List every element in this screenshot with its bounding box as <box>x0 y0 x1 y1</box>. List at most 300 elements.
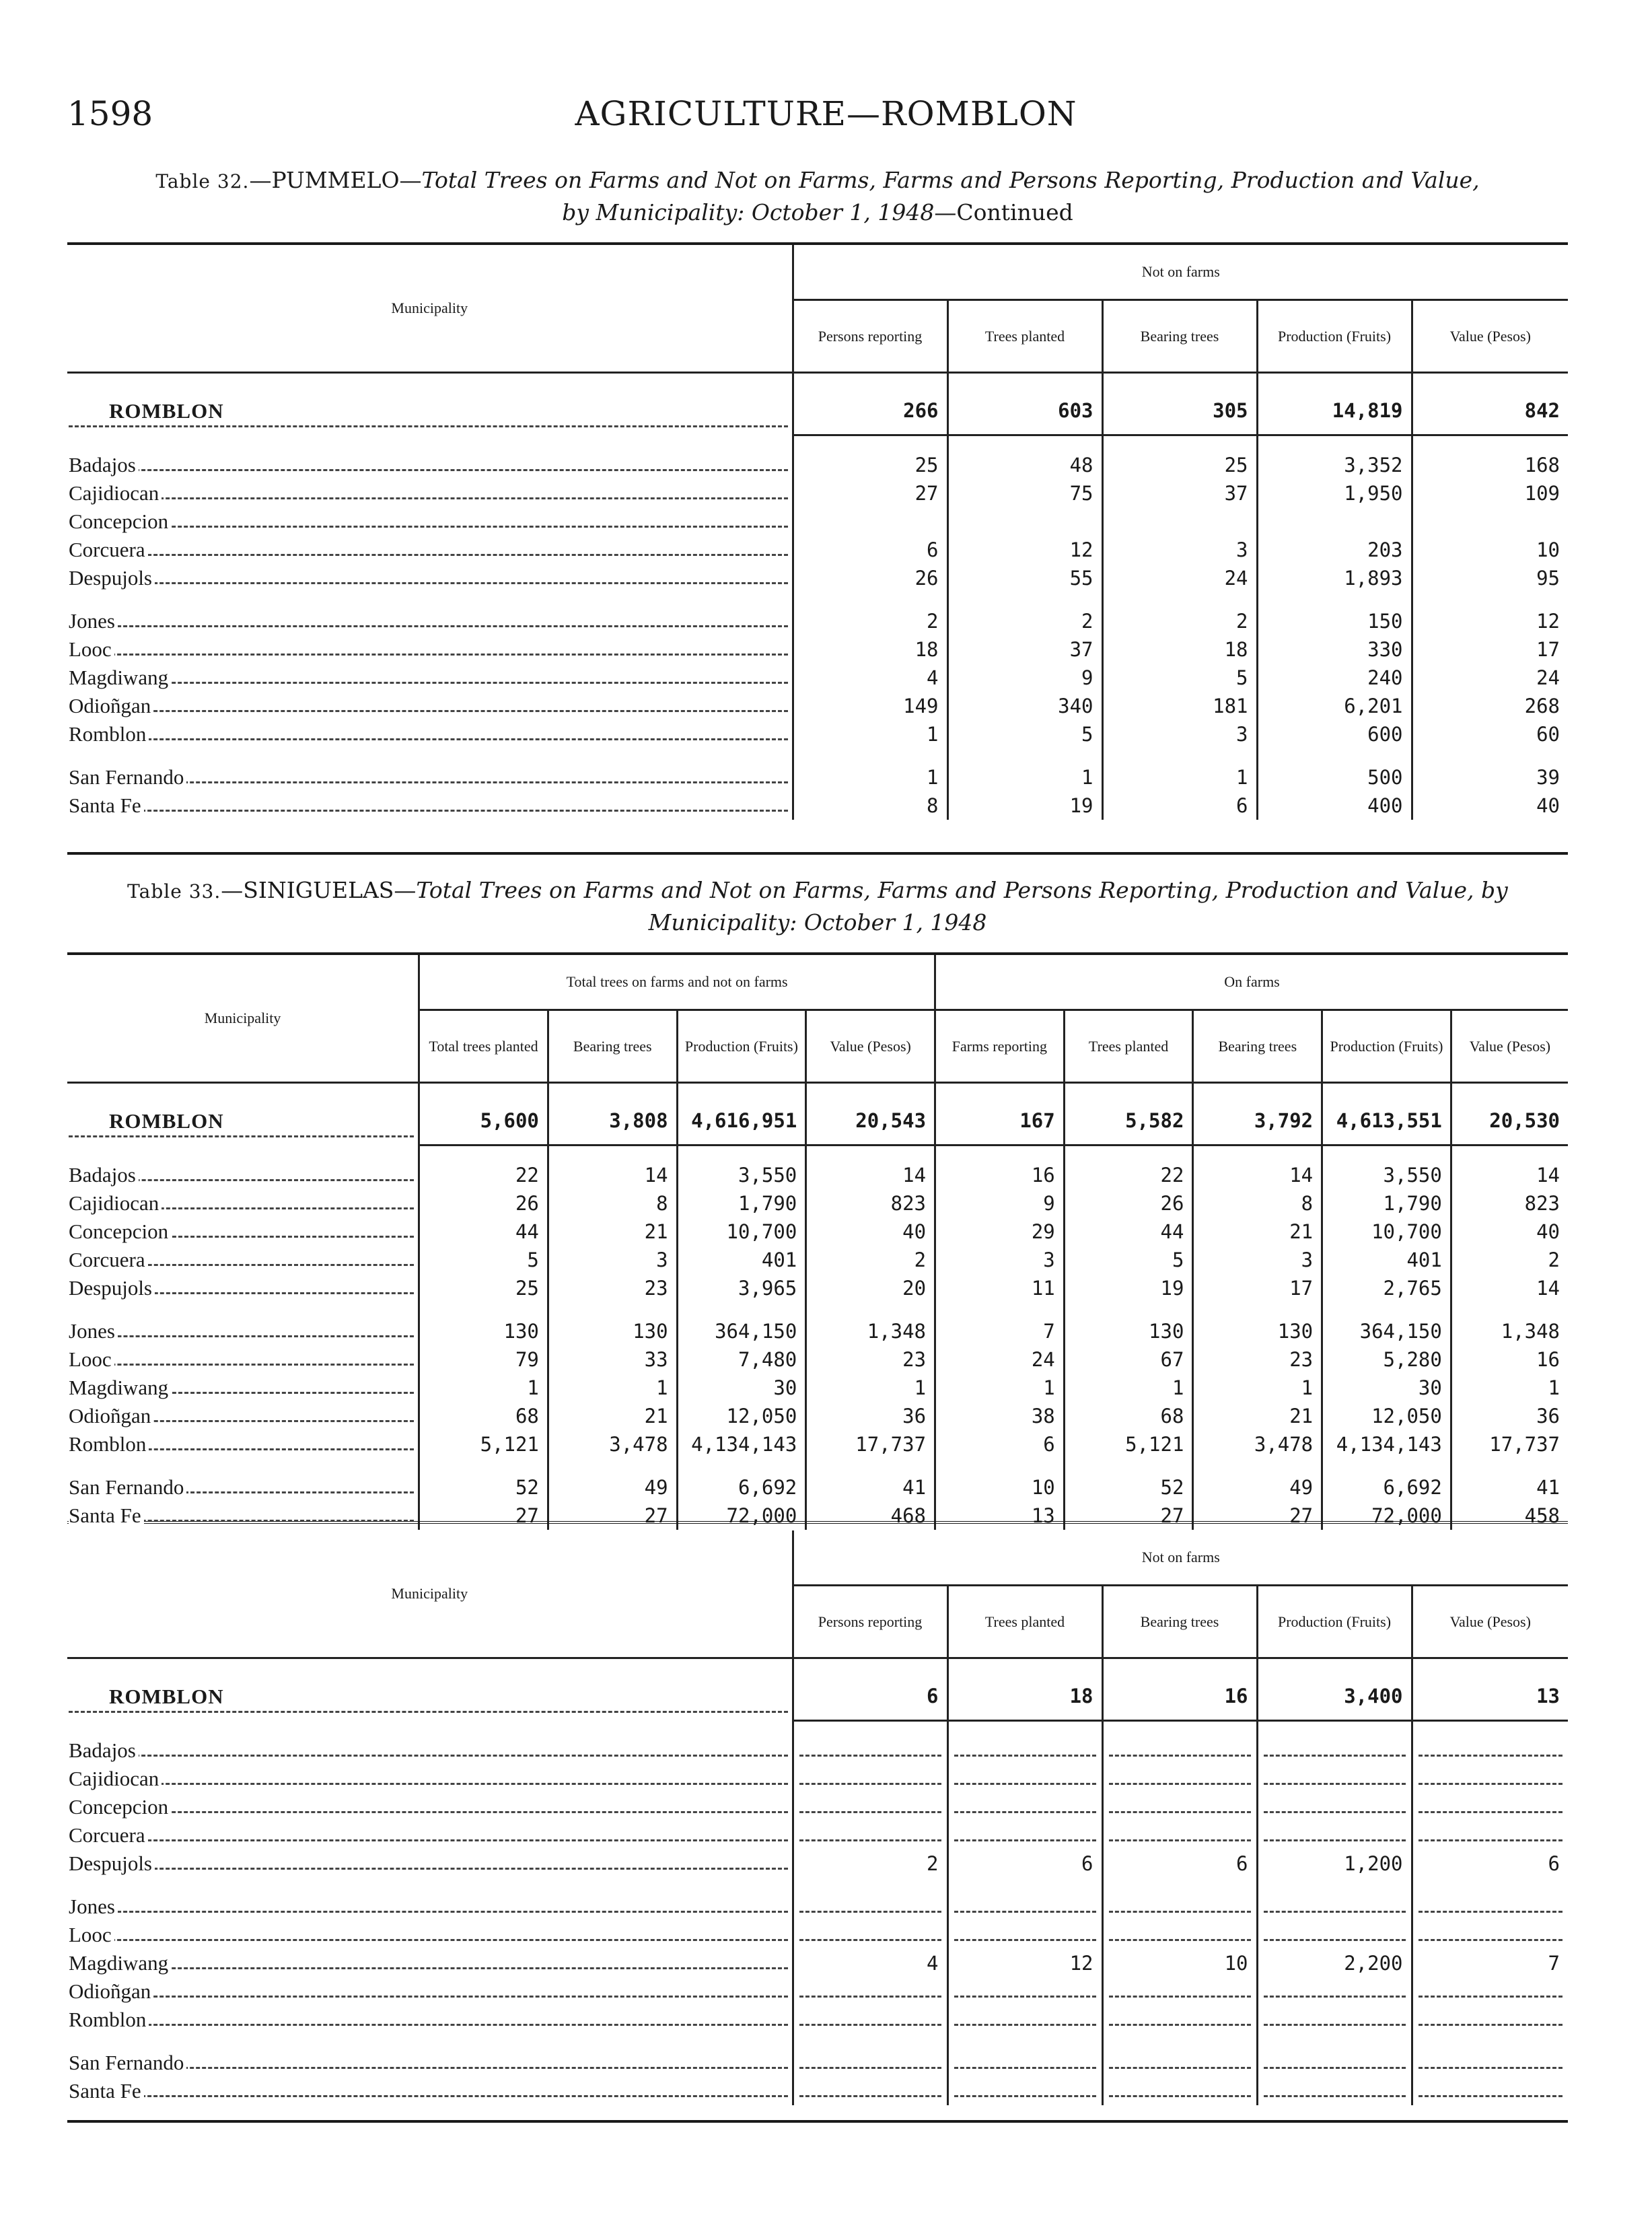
value-cell: 5,582 <box>1064 1097 1193 1145</box>
municipality-name: Romblon <box>69 722 149 746</box>
value-cell: 5,600 <box>419 1097 548 1145</box>
empty-value-cell <box>1412 2077 1568 2105</box>
value-cell: 4 <box>793 1949 947 1977</box>
value-cell: 21 <box>1193 1402 1322 1430</box>
empty-value-cell <box>947 1793 1102 1821</box>
value-cell: 130 <box>1064 1317 1193 1345</box>
value-cell: 67 <box>1064 1345 1193 1374</box>
value-cell: 468 <box>806 1502 935 1530</box>
table33n-row-san-fernando <box>67 2049 1568 2077</box>
table32-col-header-bearing-trees: Bearing trees <box>1102 300 1257 373</box>
value-cell <box>793 373 947 388</box>
table32-bottom-rule <box>67 852 1568 855</box>
value-cell <box>793 2034 947 2049</box>
table33n-spacer-row <box>67 1658 1568 1673</box>
value-cell: 9 <box>947 664 1102 692</box>
value-cell: 268 <box>1412 692 1568 720</box>
value-cell <box>793 507 947 536</box>
table32-total-row <box>67 387 1568 435</box>
value-cell: 18 <box>793 635 947 664</box>
table33-divider-rule <box>67 1521 1568 1528</box>
value-cell: 20 <box>806 1274 935 1302</box>
value-cell: 3,550 <box>677 1161 806 1189</box>
value-cell <box>1064 1458 1193 1473</box>
value-cell: 149 <box>793 692 947 720</box>
value-cell <box>1412 748 1568 763</box>
value-cell: 27 <box>793 479 947 507</box>
value-cell <box>677 1083 806 1098</box>
value-cell <box>947 2034 1102 2049</box>
table33n-row-jones-label-cell <box>67 1893 793 1921</box>
value-cell: 1,893 <box>1257 564 1412 592</box>
value-cell: 2,200 <box>1257 1949 1412 1977</box>
empty-value-cell <box>947 2006 1102 2034</box>
value-cell: 6,692 <box>677 1473 806 1502</box>
table32 <box>67 245 1568 820</box>
value-cell <box>1064 1083 1193 1098</box>
table33n-row-santa-fe <box>67 2077 1568 2105</box>
value-cell: 4,613,551 <box>1322 1097 1451 1145</box>
value-cell <box>947 1658 1102 1673</box>
empty-value-cell <box>1257 2049 1412 2077</box>
table33n-row-magdiwang <box>67 1949 1568 1977</box>
value-cell <box>793 592 947 607</box>
municipality-name: Badajos <box>69 1163 139 1187</box>
empty-value-cell <box>947 2049 1102 2077</box>
table33n-spacer-row <box>67 1878 1568 1893</box>
empty-value-cell <box>947 1977 1102 2006</box>
value-cell <box>1412 507 1568 536</box>
table33n-row-looc <box>67 1921 1568 1949</box>
value-cell: 1 <box>947 763 1102 791</box>
table33n-spacer-row-label-cell <box>67 1658 793 1673</box>
table32-row-concepcion-label-cell <box>67 507 793 536</box>
value-cell: 7,480 <box>677 1345 806 1374</box>
value-cell: 3 <box>1102 536 1257 564</box>
empty-value-cell <box>1102 2077 1257 2105</box>
value-cell: 38 <box>935 1402 1065 1430</box>
empty-value-cell <box>1102 1893 1257 1921</box>
value-cell: 12,050 <box>1322 1402 1451 1430</box>
value-cell: 25 <box>793 451 947 479</box>
municipality-name: Corcuera <box>69 538 148 561</box>
table33n-row-corcuera <box>67 1821 1568 1849</box>
value-cell: 37 <box>1102 479 1257 507</box>
value-cell: 167 <box>935 1097 1065 1145</box>
value-cell: 10 <box>1102 1949 1257 1977</box>
table33-row-despujols <box>67 1274 1568 1302</box>
table33-municipality-header: Municipality <box>67 955 419 1083</box>
value-cell: 20,543 <box>806 1097 935 1145</box>
table33n-row-magdiwang-label-cell <box>67 1949 793 1977</box>
empty-value-cell <box>1257 1821 1412 1849</box>
value-cell <box>947 748 1102 763</box>
empty-value-cell <box>793 1821 947 1849</box>
empty-value-cell <box>947 1736 1102 1765</box>
empty-value-cell <box>1257 1977 1412 2006</box>
table33n-spacer-row <box>67 1721 1568 1737</box>
table33-total-row-label-cell <box>67 1097 419 1145</box>
value-cell <box>419 1145 548 1162</box>
value-cell: 49 <box>548 1473 677 1502</box>
table32-spacer-row-label-cell <box>67 592 793 607</box>
table32-row-santa-fe-label-cell <box>67 791 793 820</box>
table33-row-concepcion-label-cell <box>67 1218 419 1246</box>
value-cell: 842 <box>1412 387 1568 435</box>
value-cell: 1 <box>793 720 947 748</box>
table33-col-header-bearing-trees: Bearing trees <box>1193 1010 1322 1083</box>
empty-value-cell <box>793 1736 947 1765</box>
table32-label: Table 32. <box>155 170 250 192</box>
value-cell: 203 <box>1257 536 1412 564</box>
municipality-name: Romblon <box>69 1432 149 1456</box>
municipality-name: Magdiwang <box>69 1951 171 1975</box>
table33-row-jones <box>67 1317 1568 1345</box>
value-cell: 21 <box>1193 1218 1322 1246</box>
page-number: 1598 <box>67 94 153 133</box>
table33n-row-santa-fe-label-cell <box>67 2077 793 2105</box>
table33-group-on-farms-header: On farms <box>935 955 1568 1010</box>
value-cell: 22 <box>1064 1161 1193 1189</box>
table33-spacer-row <box>67 1302 1568 1317</box>
value-cell <box>1193 1083 1322 1098</box>
value-cell: 364,150 <box>677 1317 806 1345</box>
value-cell: 18 <box>947 1672 1102 1721</box>
municipality-name: Corcuera <box>69 1823 148 1847</box>
value-cell: 3,478 <box>1193 1430 1322 1458</box>
table32-spacer-row <box>67 435 1568 452</box>
value-cell <box>1257 1721 1412 1737</box>
table33-col-header-total-trees-planted: Total trees planted <box>419 1010 548 1083</box>
value-cell: 130 <box>1193 1317 1322 1345</box>
table33-row-romblon-label-cell <box>67 1430 419 1458</box>
table33-row-concepcion <box>67 1218 1568 1246</box>
empty-value-cell <box>1102 2006 1257 2034</box>
table32-spacer-row <box>67 592 1568 607</box>
value-cell: 79 <box>419 1345 548 1374</box>
table33-col-header-value-pesos: Value (Pesos) <box>806 1010 935 1083</box>
municipality-name: ROMBLON <box>69 1685 227 1708</box>
value-cell: 2 <box>1102 607 1257 635</box>
value-cell: 36 <box>806 1402 935 1430</box>
value-cell: 6 <box>1412 1849 1568 1878</box>
table33-row-romblon <box>67 1430 1568 1458</box>
value-cell <box>1102 748 1257 763</box>
municipality-name: San Fernando <box>69 765 186 789</box>
value-cell: 4,134,143 <box>1322 1430 1451 1458</box>
value-cell: 1 <box>793 763 947 791</box>
value-cell: 4,134,143 <box>677 1430 806 1458</box>
municipality-name: ROMBLON <box>69 1109 227 1133</box>
value-cell: 6 <box>793 1672 947 1721</box>
municipality-name: Cajidiocan <box>69 481 161 505</box>
table33n-col-header-persons-reporting: Persons reporting <box>793 1586 947 1658</box>
value-cell: 17 <box>1193 1274 1322 1302</box>
value-cell: 500 <box>1257 763 1412 791</box>
value-cell <box>1193 1145 1322 1162</box>
table33-spacer-row-label-cell <box>67 1458 419 1473</box>
value-cell: 17,737 <box>806 1430 935 1458</box>
value-cell: 3,550 <box>1322 1161 1451 1189</box>
value-cell: 6 <box>935 1430 1065 1458</box>
value-cell: 11 <box>935 1274 1065 1302</box>
municipality-name: Romblon <box>69 2008 149 2031</box>
municipality-name: Odioñgan <box>69 1404 153 1427</box>
table32-row-badajos-label-cell <box>67 451 793 479</box>
table33-row-badajos <box>67 1161 1568 1189</box>
table33-row-corcuera <box>67 1246 1568 1274</box>
table33n-col-header-value-pesos: Value (Pesos) <box>1412 1586 1568 1658</box>
table33n-col-header-bearing-trees: Bearing trees <box>1102 1586 1257 1658</box>
empty-value-cell <box>1102 1921 1257 1949</box>
value-cell <box>806 1145 935 1162</box>
value-cell: 6 <box>947 1849 1102 1878</box>
value-cell <box>1102 373 1257 388</box>
value-cell: 823 <box>806 1189 935 1218</box>
value-cell <box>548 1302 677 1317</box>
value-cell: 16 <box>1451 1345 1568 1374</box>
value-cell <box>1412 1878 1568 1893</box>
value-cell <box>1257 748 1412 763</box>
value-cell: 72,000 <box>677 1502 806 1530</box>
value-cell: 72,000 <box>1322 1502 1451 1530</box>
value-cell <box>1257 507 1412 536</box>
value-cell: 6 <box>1102 791 1257 820</box>
value-cell: 1 <box>1451 1374 1568 1402</box>
table33n-row-corcuera-label-cell <box>67 1821 793 1849</box>
empty-value-cell <box>793 2077 947 2105</box>
empty-value-cell <box>793 1765 947 1793</box>
empty-value-cell <box>1257 1793 1412 1821</box>
table33n-row-concepcion-label-cell <box>67 1793 793 1821</box>
value-cell: 364,150 <box>1322 1317 1451 1345</box>
value-cell <box>1451 1302 1568 1317</box>
value-cell: 2 <box>947 607 1102 635</box>
empty-value-cell <box>947 2077 1102 2105</box>
value-cell <box>548 1083 677 1098</box>
value-cell: 5 <box>1064 1246 1193 1274</box>
municipality-name: ROMBLON <box>69 399 227 423</box>
table33-row-jones-label-cell <box>67 1317 419 1345</box>
value-cell <box>1102 1721 1257 1737</box>
value-cell: 10,700 <box>677 1218 806 1246</box>
empty-value-cell <box>793 1893 947 1921</box>
value-cell: 5 <box>947 720 1102 748</box>
value-cell: 14,819 <box>1257 387 1412 435</box>
table32-row-looc-label-cell <box>67 635 793 664</box>
empty-value-cell <box>793 2006 947 2034</box>
value-cell: 20,530 <box>1451 1097 1568 1145</box>
value-cell: 40 <box>1451 1218 1568 1246</box>
table32-spacer-row-label-cell <box>67 748 793 763</box>
table32-row-cajidiocan <box>67 479 1568 507</box>
value-cell <box>947 373 1102 388</box>
table32-row-magdiwang <box>67 664 1568 692</box>
value-cell: 8 <box>1193 1189 1322 1218</box>
value-cell <box>1102 1878 1257 1893</box>
value-cell: 10 <box>1412 536 1568 564</box>
empty-value-cell <box>947 1893 1102 1921</box>
value-cell <box>793 1658 947 1673</box>
table32-desc-line1: Total Trees on Farms and Not on Farms, Farms and Persons Reporting, Production and Value, <box>421 167 1480 193</box>
table32-row-corcuera <box>67 536 1568 564</box>
table33-row-cajidiocan-label-cell <box>67 1189 419 1218</box>
value-cell: 14 <box>806 1161 935 1189</box>
value-cell: 2,765 <box>1322 1274 1451 1302</box>
value-cell: 3 <box>935 1246 1065 1274</box>
value-cell: 1 <box>935 1374 1065 1402</box>
value-cell: 10 <box>935 1473 1065 1502</box>
value-cell: 150 <box>1257 607 1412 635</box>
value-cell: 41 <box>1451 1473 1568 1502</box>
value-cell <box>806 1083 935 1098</box>
value-cell: 6,201 <box>1257 692 1412 720</box>
municipality-name: Santa Fe <box>69 794 144 817</box>
value-cell <box>677 1302 806 1317</box>
table32-desc-line2: by Municipality: October 1, 1948 <box>562 199 935 225</box>
value-cell: 603 <box>947 387 1102 435</box>
value-cell <box>1412 373 1568 388</box>
table33-row-looc <box>67 1345 1568 1374</box>
value-cell <box>1257 1878 1412 1893</box>
table32-spacer-row-label-cell <box>67 435 793 452</box>
value-cell: 33 <box>548 1345 677 1374</box>
value-cell: 23 <box>1193 1345 1322 1374</box>
table32-continued: —Continued <box>934 199 1073 225</box>
value-cell: 3 <box>548 1246 677 1274</box>
value-cell <box>1102 507 1257 536</box>
table32-group-header: Not on farms <box>793 245 1568 300</box>
table33n-row-despujols <box>67 1849 1568 1878</box>
table32-col-header-production-fruits: Production (Fruits) <box>1257 300 1412 373</box>
table33-row-despujols-label-cell <box>67 1274 419 1302</box>
value-cell: 2 <box>806 1246 935 1274</box>
value-cell <box>548 1458 677 1473</box>
table32-col-header-value-pesos: Value (Pesos) <box>1412 300 1568 373</box>
value-cell: 1,950 <box>1257 479 1412 507</box>
value-cell <box>793 435 947 452</box>
empty-value-cell <box>1102 2049 1257 2077</box>
municipality-name: San Fernando <box>69 2051 186 2074</box>
value-cell <box>1451 1145 1568 1162</box>
value-cell: 7 <box>1412 1949 1568 1977</box>
value-cell: 12,050 <box>677 1402 806 1430</box>
value-cell: 95 <box>1412 564 1568 592</box>
empty-value-cell <box>1102 1765 1257 1793</box>
table33-total-row <box>67 1097 1568 1145</box>
empty-value-cell <box>1257 1736 1412 1765</box>
value-cell: 14 <box>1193 1161 1322 1189</box>
table33n-row-badajos-label-cell <box>67 1736 793 1765</box>
table32-row-magdiwang-label-cell <box>67 664 793 692</box>
table33-col-header-trees-planted: Trees planted <box>1064 1010 1193 1083</box>
value-cell: 21 <box>548 1218 677 1246</box>
value-cell: 130 <box>548 1317 677 1345</box>
value-cell <box>935 1083 1065 1098</box>
value-cell: 26 <box>1064 1189 1193 1218</box>
table33n-row-cajidiocan <box>67 1765 1568 1793</box>
value-cell: 30 <box>677 1374 806 1402</box>
table33-col-header-bearing-trees: Bearing trees <box>548 1010 677 1083</box>
table33-caption <box>67 875 1568 938</box>
value-cell: 24 <box>1412 664 1568 692</box>
table33-col-header-farms-reporting: Farms reporting <box>935 1010 1065 1083</box>
empty-value-cell <box>1412 1821 1568 1849</box>
value-cell: 29 <box>935 1218 1065 1246</box>
value-cell <box>935 1458 1065 1473</box>
value-cell <box>1322 1458 1451 1473</box>
value-cell: 52 <box>419 1473 548 1502</box>
municipality-name: Jones <box>69 1895 118 1918</box>
table32-row-corcuera-label-cell <box>67 536 793 564</box>
table33n-spacer-row-label-cell <box>67 1721 793 1737</box>
value-cell <box>1102 435 1257 452</box>
value-cell: 6,692 <box>1322 1473 1451 1502</box>
value-cell: 5,280 <box>1322 1345 1451 1374</box>
value-cell: 27 <box>1064 1502 1193 1530</box>
municipality-name: Looc <box>69 1347 114 1371</box>
value-cell: 3,400 <box>1257 1672 1412 1721</box>
value-cell <box>1322 1302 1451 1317</box>
value-cell: 340 <box>947 692 1102 720</box>
empty-value-cell <box>793 1793 947 1821</box>
value-cell: 19 <box>1064 1274 1193 1302</box>
value-cell <box>806 1302 935 1317</box>
municipality-name: Odioñgan <box>69 1979 153 2003</box>
empty-value-cell <box>1257 2006 1412 2034</box>
value-cell <box>1064 1302 1193 1317</box>
table33-row-corcuera-label-cell <box>67 1246 419 1274</box>
value-cell: 2 <box>793 607 947 635</box>
value-cell: 25 <box>1102 451 1257 479</box>
table33n-row-odiongan <box>67 1977 1568 2006</box>
municipality-name: Magdiwang <box>69 666 171 689</box>
empty-value-cell <box>1102 1977 1257 2006</box>
value-cell: 305 <box>1102 387 1257 435</box>
value-cell: 9 <box>935 1189 1065 1218</box>
value-cell: 26 <box>419 1189 548 1218</box>
value-cell <box>947 435 1102 452</box>
empty-value-cell <box>1257 1893 1412 1921</box>
empty-value-cell <box>793 1977 947 2006</box>
value-cell <box>1451 1458 1568 1473</box>
value-cell: 3 <box>1193 1246 1322 1274</box>
value-cell: 3,965 <box>677 1274 806 1302</box>
table33n-row-concepcion <box>67 1793 1568 1821</box>
table33-spacer-row-label-cell <box>67 1083 419 1098</box>
value-cell: 1,348 <box>1451 1317 1568 1345</box>
value-cell <box>1257 435 1412 452</box>
table33-row-odiongan <box>67 1402 1568 1430</box>
value-cell: 600 <box>1257 720 1412 748</box>
empty-value-cell <box>793 1921 947 1949</box>
value-cell: 27 <box>1193 1502 1322 1530</box>
table33-not-on-farms <box>67 1530 1568 2105</box>
value-cell: 1,790 <box>677 1189 806 1218</box>
value-cell: 3,792 <box>1193 1097 1322 1145</box>
empty-value-cell <box>1102 1736 1257 1765</box>
table33n-spacer-row-label-cell <box>67 2034 793 2049</box>
value-cell: 168 <box>1412 451 1568 479</box>
table33n-row-cajidiocan-label-cell <box>67 1765 793 1793</box>
empty-value-cell <box>1412 1921 1568 1949</box>
value-cell <box>1257 592 1412 607</box>
value-cell: 14 <box>1451 1161 1568 1189</box>
value-cell <box>548 1145 677 1162</box>
table33-spacer-row <box>67 1145 1568 1162</box>
table32-row-badajos <box>67 451 1568 479</box>
value-cell: 2 <box>1451 1246 1568 1274</box>
